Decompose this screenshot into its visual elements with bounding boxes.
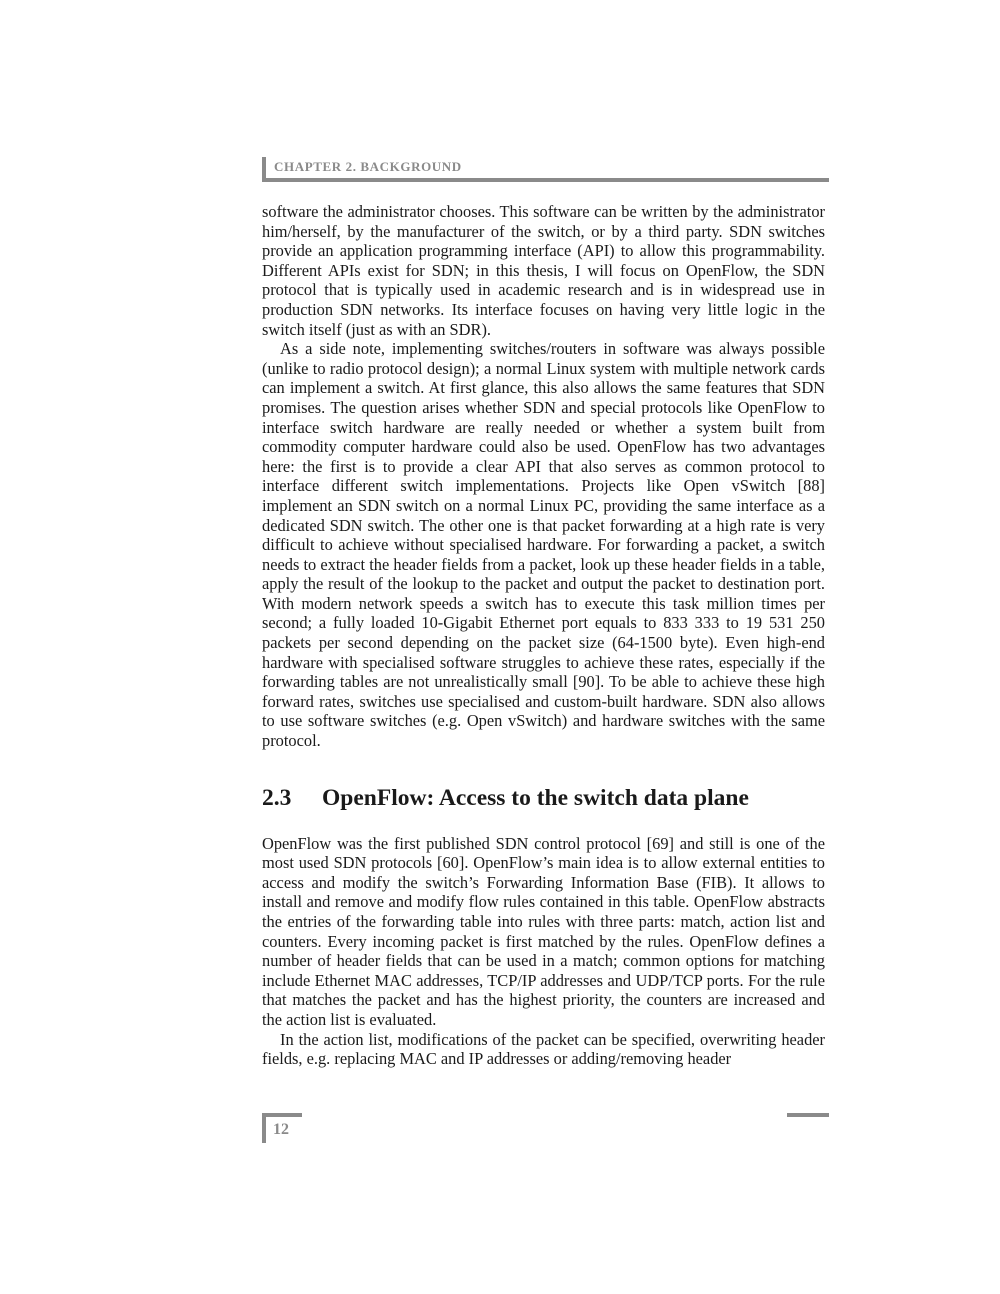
body-paragraph: In the action list, modifications of the packet can be specified, overwriting header fields, e.g. replacing MAC and IP addresses or adding/removing header [262,1029,825,1069]
page-body [262,202,825,1069]
body-paragraph: As a side note, implementing switches/routers in software was always possible (unlike to radio protocol design); a normal Linux system with multiple network cards can implement a switch. At first glance, this also allows the same features that SDN promises. The question arises whether SDN and special protocols like OpenFlow to interface switch hardware are really needed or whether a system built from commodity computer hardware could also be used. OpenFlow has two advantages here: the first is to provide a clear API that also serves as common protocol to interface different switch implementations. Projects like Open vSwitch [88] implement an SDN switch on a normal Linux PC, providing the same interface as a dedicated SDN switch. The other one is that packet forwarding at a high rate is very difficult to achieve without specialised hardware. For forwarding a packet, a switch needs to extract the header fields from a packet, look up these header fields in a table, apply the result of the lookup to the packet and output the packet to destination port. With modern network speeds a switch has to execute this task million times per second; a fully loaded 10-Gigabit Ethernet port equals to 833 333 to 19 531 250 packets per second depending on the packet size (64-1500 byte). Even high-end hardware with specialised software struggles to achieve these rates, especially if the forwarding tables are not unrealistically small [90]. To be able to achieve these high forward rates, switches use specialised and custom-built hardware. SDN also allows to use software switches (e.g. Open vSwitch) and hardware switches with the same protocol. [262,339,825,751]
page-number: 12 [273,1121,289,1138]
section-title: OpenFlow: Access to the switch data plane [322,784,749,811]
section-heading [262,783,825,813]
footer-rule [787,1113,829,1117]
running-head-text: CHAPTER 2. BACKGROUND [274,159,462,174]
body-paragraph: OpenFlow was the first published SDN control protocol [69] and still is one of the most used SDN protocols [60]. OpenFlow’s main idea is to allow external entities to access and modify the switch’s Forwarding Information Base (FIB). It allows to install and remove and modify flow rules contained in this table. OpenFlow abstracts the entries of the forwarding table into rules with three parts: match, action list and counters. Every incoming packet is first matched by the rules. OpenFlow defines a number of header fields that can be used in a match; common options for matching include Ethernet MAC addresses, TCP/IP addresses and UDP/TCP ports. For the rule that matches the packet and has the highest priority, the counters are increased and the action list is evaluated. [262,833,825,1029]
section-number: 2.3 [262,784,292,811]
body-paragraph: software the administrator chooses. This software can be written by the administrator him/herself, by the manufacturer of the switch, or by a third party. SDN switches provide an application programming interface (API) to allow this programmability. Different APIs exist for SDN; in this thesis, I will focus on OpenFlow, the SDN protocol that is typically used in academic research and is in widespread use in production SDN networks. Its interface focuses on having very little logic in the switch itself (just as with an SDR). [262,202,825,339]
page-footer [262,1113,302,1143]
running-header [262,157,829,182]
